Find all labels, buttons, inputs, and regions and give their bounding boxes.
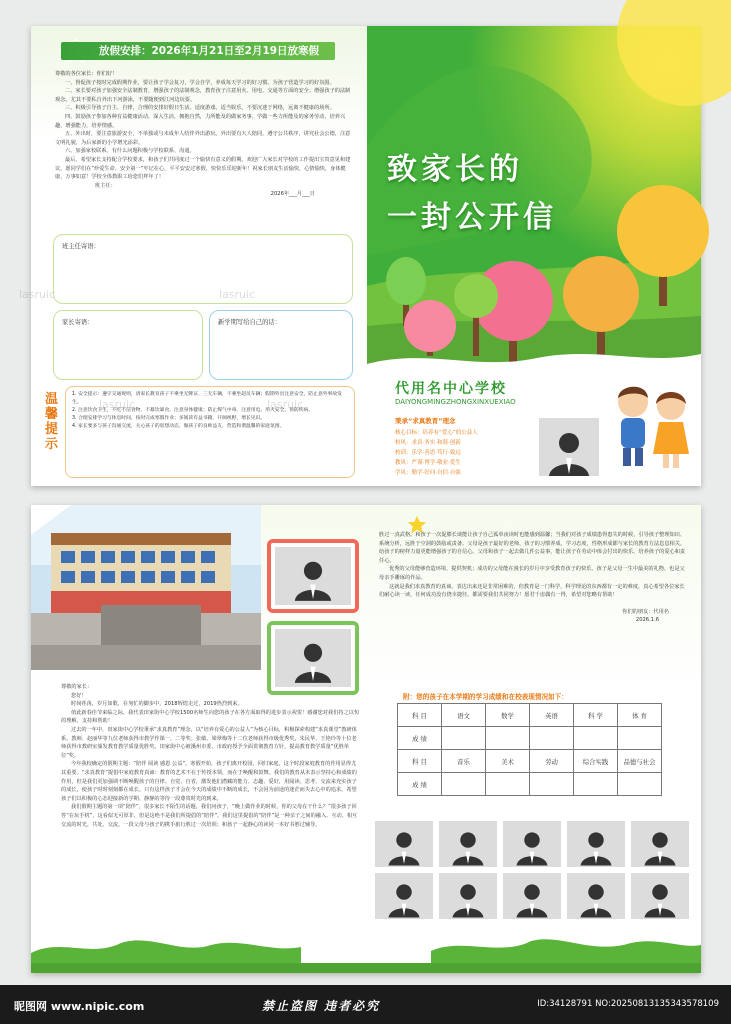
cover-line: 校训：乐学·善思·笃行·致远 bbox=[395, 450, 461, 456]
student-photo bbox=[439, 821, 497, 867]
left-panel bbox=[31, 26, 367, 486]
table-cell: 语文 bbox=[442, 704, 486, 727]
student-photo bbox=[503, 821, 561, 867]
table-cell: 成 绩 bbox=[398, 773, 442, 796]
self-message-label: 新学期写给自己的话： bbox=[218, 319, 281, 326]
person-silhouette-icon bbox=[387, 827, 421, 867]
self-message-box[interactable] bbox=[209, 310, 353, 380]
back-letter-greeting: 尊敬的家长： bbox=[61, 684, 93, 690]
cover-panel bbox=[367, 26, 701, 486]
school-building-photo bbox=[31, 505, 261, 670]
school-pinyin: DAIYONGMINGZHONGXINXUEXIAO bbox=[395, 398, 516, 406]
person-silhouette-icon bbox=[579, 879, 613, 919]
person-silhouette-icon bbox=[515, 879, 549, 919]
grade-input-cell[interactable] bbox=[530, 727, 574, 750]
table-row bbox=[398, 750, 662, 773]
parent-message-box[interactable] bbox=[53, 310, 203, 380]
person-silhouette-icon bbox=[451, 879, 485, 919]
grades-table bbox=[397, 703, 662, 796]
tips-section bbox=[43, 386, 355, 480]
letter-paragraph: 六、加强家校联系。有什么问题积极与学校联系、沟通。 bbox=[65, 148, 195, 155]
children-illustration bbox=[607, 376, 697, 476]
grade-input-cell[interactable] bbox=[574, 727, 618, 750]
table-cell: 音乐 bbox=[442, 750, 486, 773]
teacher-message-box[interactable] bbox=[53, 234, 353, 304]
concept-label: 秉承“求真教育”理念 bbox=[395, 417, 456, 425]
letter-body bbox=[55, 70, 355, 199]
person-silhouette-icon bbox=[387, 879, 421, 919]
school-name: 代用名中心学校 bbox=[395, 381, 507, 397]
tip-item: 3. 合理安排学习与休息时间，按时完成寒假作业；多阅读有益书籍，开阔视野，增长见识。 bbox=[72, 416, 266, 421]
letter-paragraph: 五、外出时，要注意旅游安全，不单独或与未成年人结伴外出游玩。外出要有大人陪同，遵守公共秩序，讲究社会公德，注意文明礼貌，为后家新的小学增光添彩。 bbox=[55, 131, 351, 146]
student-photo bbox=[631, 821, 689, 867]
portrait-photo bbox=[275, 547, 351, 605]
footer-id: ID:34128791 NO:20250813135343578109 bbox=[537, 999, 719, 1009]
grade-input-cell[interactable] bbox=[618, 727, 662, 750]
student-photo bbox=[375, 821, 433, 867]
tips-title: 温馨提示 bbox=[45, 392, 59, 452]
holiday-banner: 放假安排：2026年1月21日至2月19日放寒假 bbox=[61, 42, 335, 60]
person-silhouette-icon bbox=[451, 827, 485, 867]
grade-input-cell[interactable] bbox=[486, 727, 530, 750]
letter-date: 2026年___月___日 bbox=[270, 191, 315, 198]
principal-photo bbox=[539, 418, 599, 476]
table-row bbox=[398, 773, 662, 796]
back-letter bbox=[61, 683, 361, 829]
watermark: lasruic bbox=[99, 398, 136, 411]
letter-paragraph: 二、家长要对孩子加强安全法制教育，增强孩子的法制观念，教育孩子注意用火、用电、交通等方面的安全；增强孩子的法制观念，尤其不要私自外出下河游泳，不要随便到江河边玩耍。 bbox=[55, 88, 351, 103]
class-teacher-label: 班主任： bbox=[95, 182, 116, 189]
student-photo bbox=[631, 873, 689, 919]
table-cell: 劳动 bbox=[530, 750, 574, 773]
table-cell: 美术 bbox=[486, 750, 530, 773]
watermark: lasruic bbox=[219, 288, 256, 301]
table-cell: 综合实践 bbox=[574, 750, 618, 773]
footer-warning: 禁止盗图 违者必究 bbox=[262, 999, 381, 1013]
cover-line: 校风：求真·务实·和谐·创新 bbox=[395, 440, 461, 446]
grade-input-cell[interactable] bbox=[442, 773, 486, 796]
letter-date: 2026.1.6 bbox=[635, 617, 659, 624]
grass-decoration bbox=[31, 933, 701, 973]
person-silhouette-icon bbox=[293, 553, 333, 605]
tip-item: 4. 家长要多与孩子沟通交流，关心孩子的思想动态，做孩子的良师益友，营造和谐温馨的家庭氛围。 bbox=[72, 424, 285, 429]
watermark: lasruic bbox=[19, 288, 56, 301]
person-silhouette-icon bbox=[579, 827, 613, 867]
person-silhouette-icon bbox=[643, 827, 677, 867]
cover-line: 教风：严谨·博学·敬业·爱生 bbox=[395, 460, 461, 466]
table-row bbox=[398, 727, 662, 750]
person-silhouette-icon bbox=[515, 827, 549, 867]
grade-input-cell[interactable] bbox=[442, 727, 486, 750]
grade-input-cell[interactable] bbox=[486, 773, 530, 796]
table-cell: 数学 bbox=[486, 704, 530, 727]
letter-paragraph: 三、积极引导孩子自主、自律，合理的安排好假日生活。适度游戏、适当娱乐，不要沉迷于网络，远离不健康的场所。 bbox=[65, 105, 335, 112]
footer-site: 昵图网 www.nipic.com bbox=[14, 1000, 145, 1013]
letter-paragraph: 最后，希望家长支持配合学校要求，和孩子们共同度过一个愉快有意义的假期。欢迎广大家长对学校的工作提出宝贵意见和建议。愿同学们在“珍爱生命、安全第一”牢记在心，平平安安过寒假，快快乐乐迎新年！祝家长朋友生活愉快，心情愉快，身体健康，万事如意！学校全体教职工给您们拜年了！ bbox=[55, 156, 351, 181]
table-row bbox=[398, 704, 662, 727]
person-silhouette-icon bbox=[643, 879, 677, 919]
table-cell: 科 目 bbox=[398, 750, 442, 773]
grade-input-cell[interactable] bbox=[530, 773, 574, 796]
teacher-message-label: 班主任寄语： bbox=[62, 243, 100, 250]
letter-paragraph: 今年我校确定的假期主题：“陪伴 阅读 感恩 公益”。寒假开始，孩子们离开校园，回归家庭，这个时段家庭教育的作用显得尤其重要。“求真教育”提倡中家庭教育真谛：教育的艺术不在于传授本领，而在于唤醒和鼓舞。我们的教育从未表示坚持心和成绩的作用，但是我们更加强调不断唤醒孩子的自律、自觉、自省，激发他们潜藏的能力、志趣、爱好，用阅读、思考、交流来充实孩子的成长，使孩子时时刻刻都在成长。只有这样孩子才会在今天的成绩中不断的成长，不会因为前途的迷茫而失去心中的追求。希望孩子们以积极的心态迎接新的学期、静静的等待一段尊贵时光的到来。 bbox=[61, 761, 357, 802]
letter-paragraph: 时间荏苒，岁月如歌，在匆忙的脚步中，2018辉煌走过，2019热烈到来。 bbox=[71, 701, 243, 708]
letter-paragraph: 一、督促孩子按时完成假期作业，要让孩子学会复习，学会自学，养成每天学习的好习惯。为孩子营造学习的好氛围。 bbox=[65, 79, 335, 86]
letter-paragraph: 这就是我们求真教育的真谛。表达出来还是非常困难的，但教育是一门科学，科学理论的东西都有一定的难度，真心希望各位家长们耐心读一读，任何成功没有侥幸捷径，都需要我们共同努力！愿君千虑偶有一得，希望对您略有帮助！ bbox=[379, 583, 685, 599]
grade-input-cell[interactable] bbox=[618, 773, 662, 796]
table-cell: 科 目 bbox=[398, 704, 442, 727]
letter-paragraph: 优秀的父母能够营造环境，提供契机；成功的父母能在漫长的岁月中享受教育孩子的快乐。孩子是父母一生中最美的礼物，也是父母亲手雕琢的作品。 bbox=[379, 566, 685, 581]
portrait-card-red bbox=[267, 539, 359, 613]
watermark: lasruic bbox=[267, 398, 304, 411]
cover-title-line1: 致家长的 bbox=[387, 152, 523, 187]
letter-greeting: 尊敬的各位家长：你们好！ bbox=[55, 71, 118, 77]
cover-line: 学风：勤学·好问·自信·自强 bbox=[395, 470, 461, 476]
parent-message-label: 家长寄语： bbox=[62, 319, 94, 326]
student-photo bbox=[375, 873, 433, 919]
student-photo bbox=[503, 873, 561, 919]
letter-sign: 你们的朋友：代用名 bbox=[622, 608, 669, 615]
cover-lines bbox=[395, 428, 535, 478]
student-photo bbox=[567, 873, 625, 919]
photo-grid bbox=[375, 821, 685, 921]
person-silhouette-icon bbox=[547, 428, 591, 476]
back-letter-hello: 您好！ bbox=[71, 692, 87, 699]
tip-item: 2. 注意饮食卫生，不吃不洁食物、不暴饮暴食，注意身体健康；防止煤气中毒，注意用电、用火安全，预防疾病。 bbox=[72, 408, 314, 413]
letter-paragraph: 值此新春佳节来临之际，我代表田家街中心学校1500名师生向您的孩子在各方面取得的进步表示祝贺！感谢您对我们持之以恒的理解、支持和帮助！ bbox=[61, 709, 360, 725]
letter-front-sheet bbox=[19, 26, 701, 486]
letter-paragraph: 胜过一真武格。和孩子一次促膝长谈能让孩子自己孤单夜读时也能感到温馨；当我们对孩子成绩患得患失的时候，引导孩子整理知识、系统分析，远胜于空洞的鼓励或责备。父母是孩子最好的老师，孩子的习惯养成，学习态度，性格形成都与家长的教育方法息息相关。给孩子的榜样力量更能增强孩子的自信心。父母和孩子一起去做几件公益事，能让孩子在劳动中体会付出的快乐，培养孩子的爱心和责任心。 bbox=[379, 532, 686, 564]
letter-paragraph: 四、鼓励孩子参加各种有益健康活动。深入生活，拥抱自然，力所能及的做家务事，学做一些力所能及的家务劳动，培养兴趣，增强能力，培养情感。 bbox=[55, 113, 346, 129]
table-cell: 体 育 bbox=[618, 704, 662, 727]
cover-title-line2: 一封公开信 bbox=[387, 200, 557, 235]
cover-line: 核心目标：培养有“爱心”的公益人 bbox=[395, 430, 478, 436]
table-cell: 英语 bbox=[530, 704, 574, 727]
grade-input-cell[interactable] bbox=[574, 773, 618, 796]
right-letter bbox=[379, 531, 689, 625]
table-cell: 成 绩 bbox=[398, 727, 442, 750]
student-photo bbox=[439, 873, 497, 919]
tip-item: 1. 安全提示：遵守交通规则，请家长教育孩子不乘坐无牌证、三无车辆，不乘坐超员车辆；假期外出注意安全，防止意外事故发生。 bbox=[72, 392, 342, 405]
footer-bar bbox=[0, 985, 731, 1024]
student-photo bbox=[567, 821, 625, 867]
table-cell: 科 学 bbox=[574, 704, 618, 727]
table-cell: 品德与社会 bbox=[618, 750, 662, 773]
letter-back-sheet bbox=[31, 505, 701, 973]
letter-paragraph: 我们假期主题的第一项“陪伴”，很多家长不陌生的话题，我们问孩子，“晚上做作业的时候，你的父母在干什么？”很多孩子回答“在玩手机”，这看似无可厚非，但是这绝不是我们所提倡的“陪伴”。我们这里提倡的“陪伴”是一种亲子之间的融入、互动、相互交流的时光，共处、交流。一段父母与孩子的携手旅行胜过一次培训；和孩子一起静心的读同一本好书胜过辅导。 bbox=[61, 804, 358, 828]
letter-paragraph: 过去的一年中，田家街中心学校秉承“求真教育”理念，以“培养有爱心的公益人”为核心目标，积极探索构建“求真课堂”教研体系。教师、赵丽华等九位老师获得市教学作课一、二等奖；张敏、梁翠梅等十二位老师获得市级优秀奖，朱民华、王艳玲等十位老师获得市教研室颁发教育教学质量优胜奖。田家街中心被溪州市委、市政府授予全面贯彻教育方针，提高教育教学质量“优胜单位”奖。 bbox=[61, 726, 357, 759]
person-silhouette-icon bbox=[293, 635, 333, 687]
portrait-photo bbox=[275, 629, 351, 687]
grades-title: 附：您的孩子在本学期的学习成绩和在校表现情况如下： bbox=[403, 693, 568, 701]
